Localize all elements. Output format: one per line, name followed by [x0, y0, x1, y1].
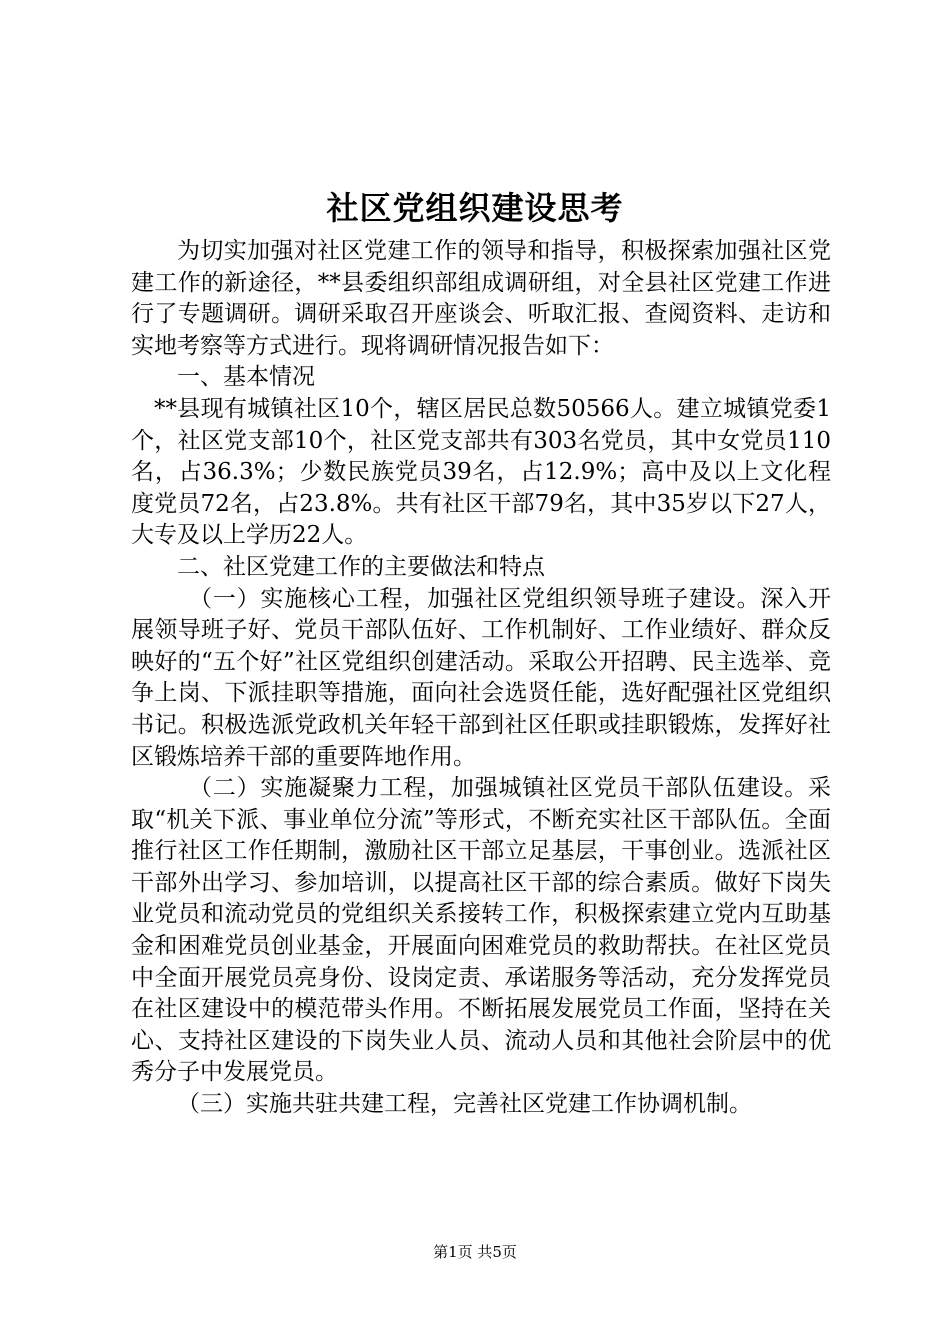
practice-paragraph-1: （一）实施核心工程，加强社区党组织领导班子建设。深入开展领导班子好、党员干部队伍好、工作机制好、工作业绩好、群众反映好的“五个好”社区党组织创建活动。采取公开招聘、民主选举、竞争上岗、下派挂职等措施，面向社会选贤任能，选好配强社区党组织书记。积极选派党政机关年轻干部到社区任职或挂职锻炼，发挥好社区锻炼培养干部的重要阵地作用。: [131, 585, 831, 770]
document-body: [131, 236, 831, 1121]
practice-paragraph-3: （三）实施共驻共建工程，完善社区党建工作协调机制。: [177, 1091, 752, 1118]
page-footer: 第1页 共5页: [433, 1243, 517, 1261]
basic-situation-paragraph: **县现有城镇社区10个，辖区居民总数50566人。建立城镇党委1个，社区党支部10个，社区党支部共有303名党员，其中女党员110名，占36.3%；少数民族党员39名，占12.9%；高中及以上文化程度党员72名，占23.8%。共有社区干部79名，其中35岁以下27人，大专及以上学历22人。: [131, 395, 831, 549]
section-heading-basic-situation: 一、基本情况: [177, 364, 315, 391]
page-title: 社区党组织建设思考: [326, 189, 624, 227]
intro-paragraph: 为切实加强对社区党建工作的领导和指导，积极探索加强社区党建工作的新途径，**县委组织部组成调研组，对全县社区党建工作进行了专题调研。调研采取召开座谈会、听取汇报、查阅资料、走访和实地考察等方式进行。现将调研情况报告如下：: [131, 238, 831, 359]
practice-paragraph-2: （二）实施凝聚力工程，加强城镇社区党员干部队伍建设。采取“机关下派、事业单位分流”等形式，不断充实社区干部队伍。全面推行社区工作任期制，激励社区干部立足基层，干事创业。选派社区干部外出学习、参加培训，以提高社区干部的综合素质。做好下岗失业党员和流动党员的党组织关系接转工作，积极探索建立党内互助基金和困难党员创业基金，开展面向困难党员的救助帮扶。在社区党员中全面开展党员亮身份、设岗定责、承诺服务等活动，充分发挥党员在社区建设中的模范带头作用。不断拓展发展党员工作面，坚持在关心、支持社区建设的下岗失业人员、流动人员和其他社会阶层中的优秀分子中发展党员。: [131, 775, 831, 1086]
section-heading-main-practices: 二、社区党建工作的主要做法和特点: [177, 553, 545, 580]
